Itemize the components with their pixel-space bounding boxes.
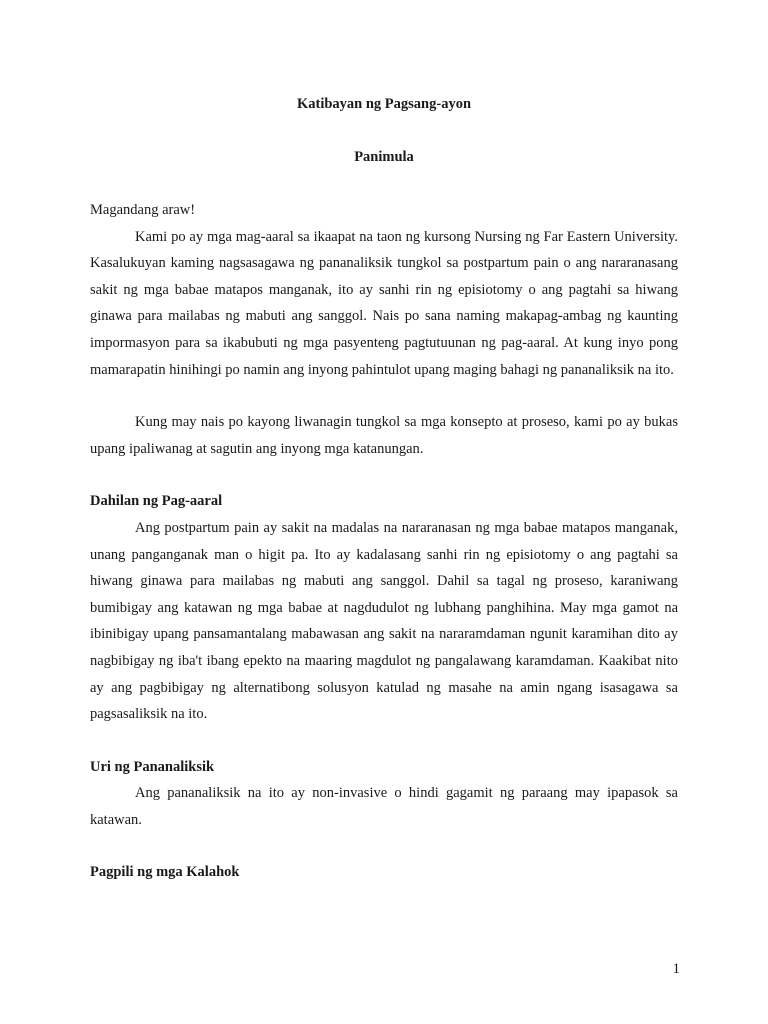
section-body-dahilan: Ang postpartum pain ay sakit na madalas na nararanasan ng mga babae matapos manganak, unang panganganak man o higit pa. Ito ay kadalasang sanhi rin ng episiotomy o ang pagtahi sa hiwang ginawa para mailabas ng mabuti ang sanggol. Dahil sa tagal ng proseso, karaniwang bumibigay ang katawan ng mga babae at nagdudulot ng lubhang panghihina. May mga gamot na ibinibigay upang pansamantalang mabawasan ang sakit na nararamdaman ngunit karamihan dito ay nagbibigay ng iba't ibang epekto na maaring magdulot ng pangalawang karamdaman. Kaakibat nito ay ang pagbibigay ng alternatibong solusyon katulad ng masahe na amin ngang isasagawa sa pagsasaliksik na ito.	[90, 519, 678, 723]
document-title: Katibayan ng Pagsang-ayon	[296, 96, 472, 112]
intro-paragraph-1: Kami po ay mga mag-aaral sa ikaapat na taon ng kursong Nursing ng Far Eastern University. Kasalukuyan kaming nagsasagawa ng pananaliksik tungkol sa postpartum pain o ang nararanasang sakit ng mga babae matapos manganak, ito ay sanhi rin ng episiotomy o ang pagtahi sa hiwang ginawa para mailabas ng mabuti ang sanggol. Nais po sana naming makapag-ambag ng kaunting impormasyon para sa ikabubuti ng mga pasyenteng pagtutuunan ng pag-aaral. At kung inyo pong mamarapatin hinihingi po namin ang inyong pahintulot upang maging bahagi ng pananaliksik na ito.	[90, 228, 678, 378]
section-heading-pagpili: Pagpili ng mga Kalahok	[90, 864, 240, 881]
section-heading-uri: Uri ng Pananaliksik	[90, 758, 215, 775]
intro-paragraph-2: Kung may nais po kayong liwanagin tungkol sa mga konsepto at proseso, kami po ay bukas upang ipaliwanag at sagutin ang inyong mga katanungan.	[90, 414, 678, 457]
document-subtitle: Panimula	[354, 149, 414, 165]
greeting: Magandang araw!	[90, 202, 196, 218]
section-heading-dahilan: Dahilan ng Pag-aaral	[90, 493, 223, 510]
section-body-uri: Ang pananaliksik na ito ay non-invasive o hindi gagamit ng paraang may ipapasok sa katawan.	[90, 785, 678, 828]
page-number: 1	[672, 961, 680, 977]
page-content	[90, 91, 678, 886]
